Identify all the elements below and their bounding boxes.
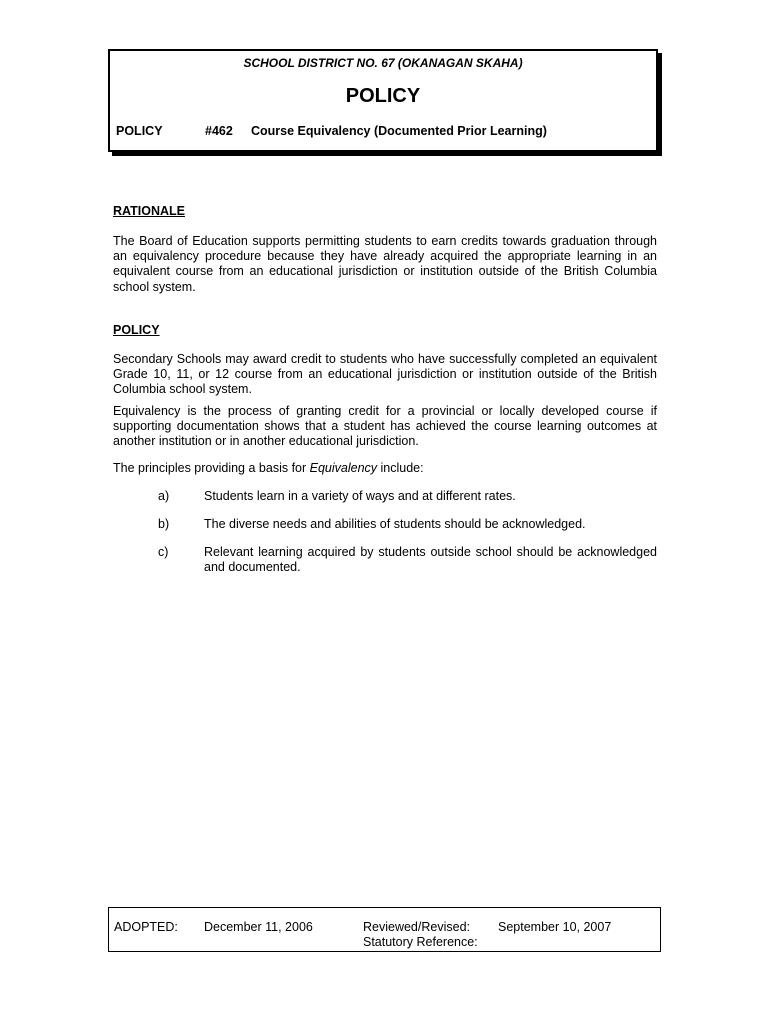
list-item-letter: b) (158, 517, 170, 531)
principles-suffix: include: (377, 461, 424, 475)
policy-paragraph-1: Secondary Schools may award credit to students who have successfully completed an equivalent Grade 10, 11, or 12 course from an educational jurisdiction or institution outside of the British Columbia school system. (113, 352, 657, 397)
list-item-text: Relevant learning acquired by students outside school should be acknowledged and documented. (204, 545, 657, 575)
rationale-text: The Board of Education supports permitting students to earn credits towards graduation through an equivalency procedure because they have already acquired the appropriate learning in an equivalent course from an educational jurisdiction or institution outside of the British Columbia school system. (113, 234, 657, 294)
statutory-label: Statutory Reference: (363, 935, 478, 949)
policy-paragraph-2: Equivalency is the process of granting credit for a provincial or locally developed course if supporting documentation shows that a student has achieved the course learning outcomes at another institution or in another educational jurisdiction. (113, 404, 657, 449)
principles-prefix: The principles providing a basis for (113, 461, 310, 475)
policy-number: #462 (205, 124, 233, 138)
policy-name: Course Equivalency (Documented Prior Learning) (251, 124, 547, 138)
list-item-letter: a) (158, 489, 170, 503)
policy-header-box (108, 49, 658, 152)
document-title: POLICY (345, 85, 421, 107)
list-item-text: Students learn in a variety of ways and at different rates. (204, 489, 516, 503)
list-item-text: The diverse needs and abilities of students should be acknowledged. (204, 517, 586, 531)
principles-intro (113, 461, 657, 476)
policy-label: POLICY (116, 124, 163, 138)
adopted-date: December 11, 2006 (204, 920, 313, 934)
reviewed-date: September 10, 2007 (498, 920, 612, 934)
footer-box (108, 907, 661, 952)
district-name: SCHOOL DISTRICT NO. 67 (OKANAGAN SKAHA) (243, 56, 523, 70)
list-item-letter: c) (158, 545, 169, 559)
principles-term: Equivalency (309, 461, 378, 475)
reviewed-label: Reviewed/Revised: (363, 920, 470, 934)
policy-heading: POLICY (113, 323, 160, 337)
adopted-label: ADOPTED: (114, 920, 178, 934)
rationale-heading: RATIONALE (113, 204, 185, 218)
